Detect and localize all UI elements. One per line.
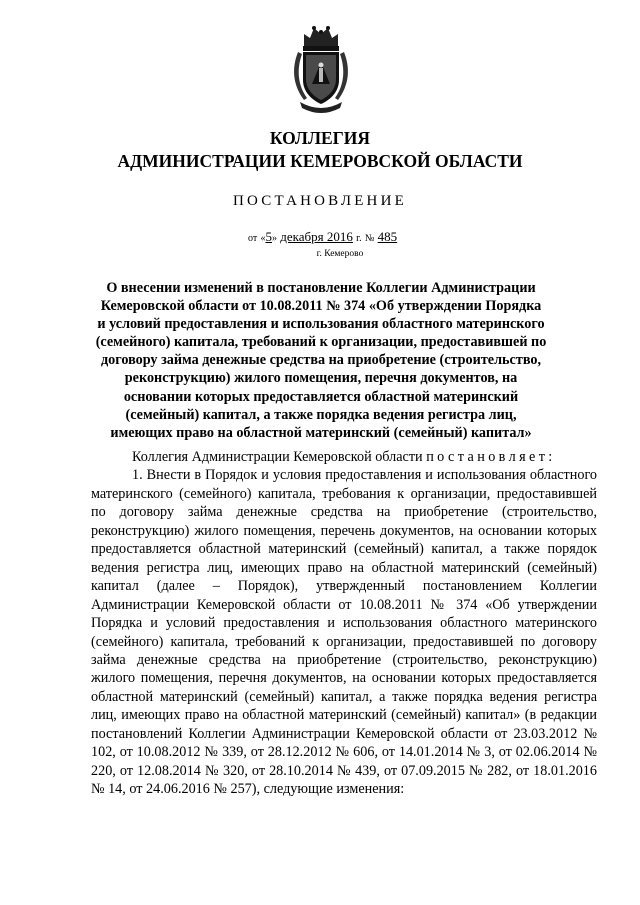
date-year-suffix: г. xyxy=(356,233,362,244)
resolution-body xyxy=(91,448,597,799)
date-day: 5 xyxy=(265,229,272,244)
resolution-title: О внесении изменений в постановление Коллегии Администрации Кемеровской области от 10.08.2011 № 374 «Об утверждении Порядка и условий предоставления и использования областного материнского (семейного) капитала, требований к организации, предоставившей по договору займа денежные средства на приобретение (строительство, реконструкцию) жилого помещения, перечня документов, на основании которых предоставляется областной материнский (семейный) капитал, а также порядка ведения регистра лиц, имеющих право на областной материнский (семейный) капитал» xyxy=(95,280,547,441)
intro-text: Коллегия Администрации Кемеровской области xyxy=(132,449,423,465)
administration-title: АДМИНИСТРАЦИИ КЕМЕРОВСКОЙ ОБЛАСТИ xyxy=(117,151,523,171)
intro-decree-word: постановляет: xyxy=(426,449,556,465)
collegium-title: КОЛЛЕГИЯ xyxy=(269,128,371,148)
document-number: 485 xyxy=(377,229,398,244)
date-from-label: от xyxy=(248,233,258,244)
coat-of-arms-emblem xyxy=(290,22,352,114)
date-number-line xyxy=(248,229,397,245)
date-close-quote: » xyxy=(272,233,277,244)
number-label: № xyxy=(364,233,375,244)
date-open-quote: « xyxy=(260,233,266,244)
intro-paragraph xyxy=(91,448,597,466)
document-type: ПОСТАНОВЛЕНИЕ xyxy=(233,193,407,209)
city-label: г. Кемерово xyxy=(316,249,364,259)
item-1-paragraph: 1. Внести в Порядок и условия предоставления и использования областного материнского (семейного) капитала, требования к организации, предоставившей по договору займа денежные средства на приобретение (строительство, реконструкцию) жилого помещения, перечень документов, на основании которых предоставляется областной материнский (семейный) капитал, а также порядок ведения регистра лиц, имеющих право на областной материнский (семейный) капитал (далее – Порядок), утвержденный постановлением Коллегии Администрации Кемеровской области от 10.08.2011 № 374 «Об утверждении Порядка и условий предоставления и использования областного материнского (семейного) капитала, требований к организации, предоставившей по договору займа денежные средства на приобретение (строительство, реконструкцию) жилого помещения, перечня документов, на основании которых предоставляется областной материнский (семейный) капитал, а также порядка ведения регистра лиц, имеющих право на областной материнский (семейный) капитал» (в редакции постановлений Коллегии Администрации Кемеровской области от 23.03.2012 № 102, от 10.08.2012 № 339, от 28.12.2012 № 606, от 14.01.2014 № 3, от 02.06.2014 № 220, от 12.08.2014 № 320, от 28.10.2014 № 439, от 07.09.2015 № 282, от 18.01.2016 № 14, от 24.06.2016 № 257), следующие изменения: xyxy=(91,467,597,798)
date-month-year: декабря 2016 xyxy=(280,229,353,244)
